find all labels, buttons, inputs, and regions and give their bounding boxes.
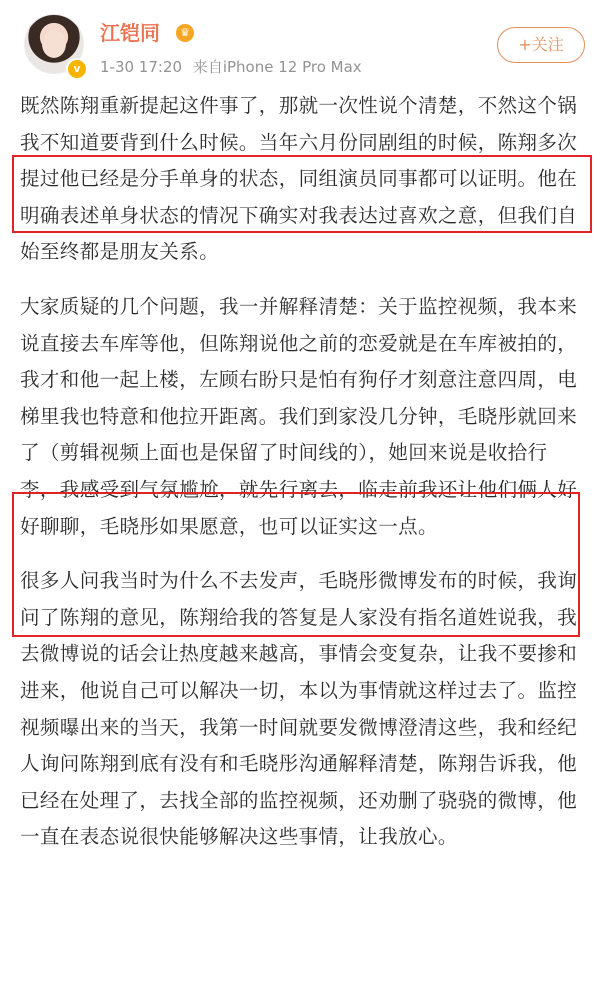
verified-badge-icon: v	[66, 58, 88, 80]
post-source: 来自iPhone 12 Pro Max	[192, 58, 362, 76]
post-body	[20, 88, 584, 856]
post-paragraph-3: 很多人问我当时为什么不去发声，毛晓彤微博发布的时候，我询问了陈翔的意见，陈翔给我的答复是人家没有指名道姓说我，我去微博说的话会让热度越来越高，事情会变复杂，让我不要掺和进来，他说自己可以解决一切，本以为事情就这样过去了。监控视频曝出来的当天，我第一时间就要发微博澄清这些，我和经纪人询问陈翔到底有没有和毛晓彤沟通解释清楚，陈翔告诉我，他已经在处理了，去找全部的监控视频，还劝删了骁骁的微博，他一直在表态说很快能够解决这些事情，让我放心。	[20, 569, 578, 849]
post-header	[0, 0, 604, 92]
post-meta	[100, 57, 362, 77]
post-paragraph-1: 既然陈翔重新提起这件事了，那就一次性说个清楚，不然这个锅我不知道要背到什么时候。当年六月份同剧组的时候，陈翔多次提过他已经是分手单身的状态，同组演员同事都可以证明。他在明确表述单身状态的情况下确实对我表达过喜欢之意，但我们自始至终都是朋友关系。	[20, 94, 578, 264]
follow-button[interactable]: +关注	[497, 27, 585, 63]
crown-icon: ♛	[176, 24, 194, 42]
post-timestamp: 1-30 17:20	[100, 58, 183, 76]
post-paragraph-2: 大家质疑的几个问题，我一并解释清楚：关于监控视频，我本来说直接去车库等他，但陈翔说他之前的恋爱就是在车库被拍的，我才和他一起上楼，左顾右盼只是怕有狗仔才刻意注意四周，电梯里我也特意和他拉开距离。我们到家没几分钟，毛晓彤就回来了（剪辑视频上面也是保留了时间线的），她回来说是收拾行李，我感受到气氛尴尬，就先行离去，临走前我还让他们俩人好好聊聊，毛晓彤如果愿意，也可以证实这一点。	[20, 294, 578, 538]
username[interactable]: 江铠同	[100, 21, 160, 45]
